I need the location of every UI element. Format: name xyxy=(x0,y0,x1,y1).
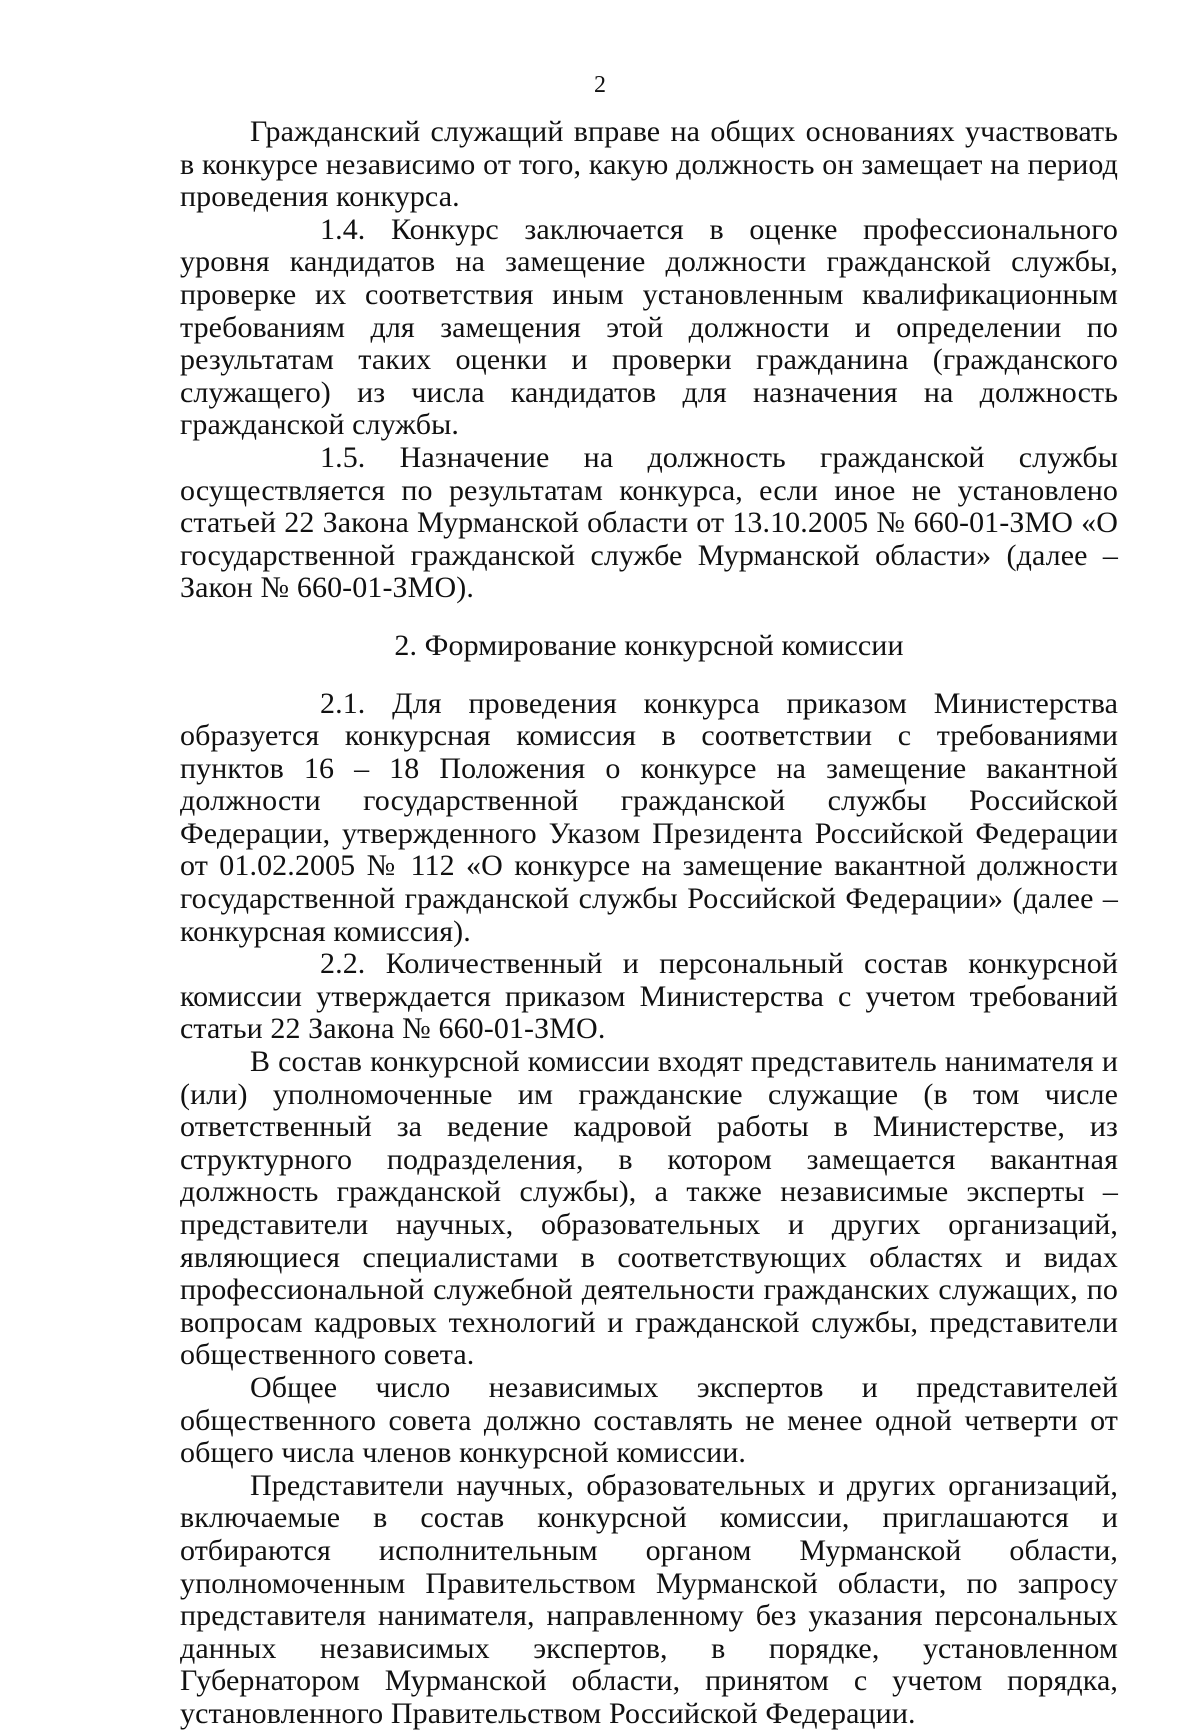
clause-number: 2.1. xyxy=(320,686,366,720)
paragraph-expert-share xyxy=(180,1372,1118,1470)
clause-number: 2.2. xyxy=(320,947,366,981)
paragraph-text: Количественный и персональный состав конкурсной комиссии утверждается приказом Министерства с учетом требований статьи 22 Закона № 660-01-ЗМО. xyxy=(180,947,1118,1046)
paragraph-text: Представители научных, образовательных и других организаций, включаемые в состав конкурсной комиссии, приглашаются и отбираются исполнительным органом Мурманской области, уполномоченным Правительством Мурманской области, по запросу представителя нанимателя, направленному без указания персональных данных независимых экспертов, в порядке, установленном Губернатором Мурманской области, принятом с учетом порядка, установленного Правительством Российской Федерации. xyxy=(180,1468,1118,1730)
paragraph-text: В состав конкурсной комиссии входят представитель нанимателя и (или) уполномоченные им гражданские служащие (в том числе ответственный за ведение кадровой работы в Министерстве, из структурного подразделения, в котором замещается вакантная должность гражданской службы), а также независимые эксперты – представители научных, образовательных и других организаций, являющиеся специалистами в соответствующих областях и видах профессиональной служебной деятельности гражданских служащих, по вопросам кадровых технологий и гражданской службы, представители общественного совета. xyxy=(180,1045,1118,1372)
paragraph-1-5 xyxy=(180,442,1118,605)
paragraph-organization-representatives xyxy=(180,1470,1118,1731)
paragraph-text: Гражданский служащий вправе на общих основаниях участвовать в конкурсе независимо от того, какую должность он замещает на период проведения конкурса. xyxy=(180,115,1118,214)
paragraph-2-1 xyxy=(180,688,1118,949)
paragraph-1-4 xyxy=(180,214,1118,442)
paragraph-text: Для проведения конкурса приказом Министерства образуется конкурсная комиссия в соответствии с требованиями пунктов 16 – 18 Положения о конкурсе на замещение вакантной должности государственной гражданской службы Российской Федерации, утвержденного Указом Президента Российской Федерации от 01.02.2005 № 112 «О конкурсе на замещение вакантной должности государственной гражданской службы Российской Федерации» (далее – конкурсная комиссия). xyxy=(180,686,1118,948)
paragraph-text: Назначение на должность гражданской службы осуществляется по результатам конкурса, если иное не установлено статьей 22 Закона Мурманской области от 13.10.2005 № 660-01-ЗМО «О государственной гражданской службе Мурманской области» (далее – Закон № 660-01-ЗМО). xyxy=(180,440,1118,605)
clause-number: 1.4. xyxy=(320,212,366,246)
paragraph-text: Общее число независимых экспертов и представителей общественного совета должно составлять не менее одной четверти от общего числа членов конкурсной комиссии. xyxy=(180,1370,1118,1470)
paragraph-commission-composition xyxy=(180,1046,1118,1372)
paragraph-2-2 xyxy=(180,948,1118,1046)
paragraph-civil-servant-participation xyxy=(180,116,1118,214)
section-heading: 2. Формирование конкурсной комиссии xyxy=(394,628,904,662)
document-body xyxy=(180,116,1118,1731)
paragraph-text: Конкурс заключается в оценке профессионального уровня кандидатов на замещение должности гражданской службы, проверке их соответствия иным установленным квалификационным требованиям для замещения этой должности и определении по результатам таких оценки и проверки гражданина (гражданского служащего) из числа кандидатов для назначения на должность гражданской службы. xyxy=(180,212,1118,442)
page-number: 2 xyxy=(594,72,606,98)
clause-number: 1.5. xyxy=(320,440,366,474)
